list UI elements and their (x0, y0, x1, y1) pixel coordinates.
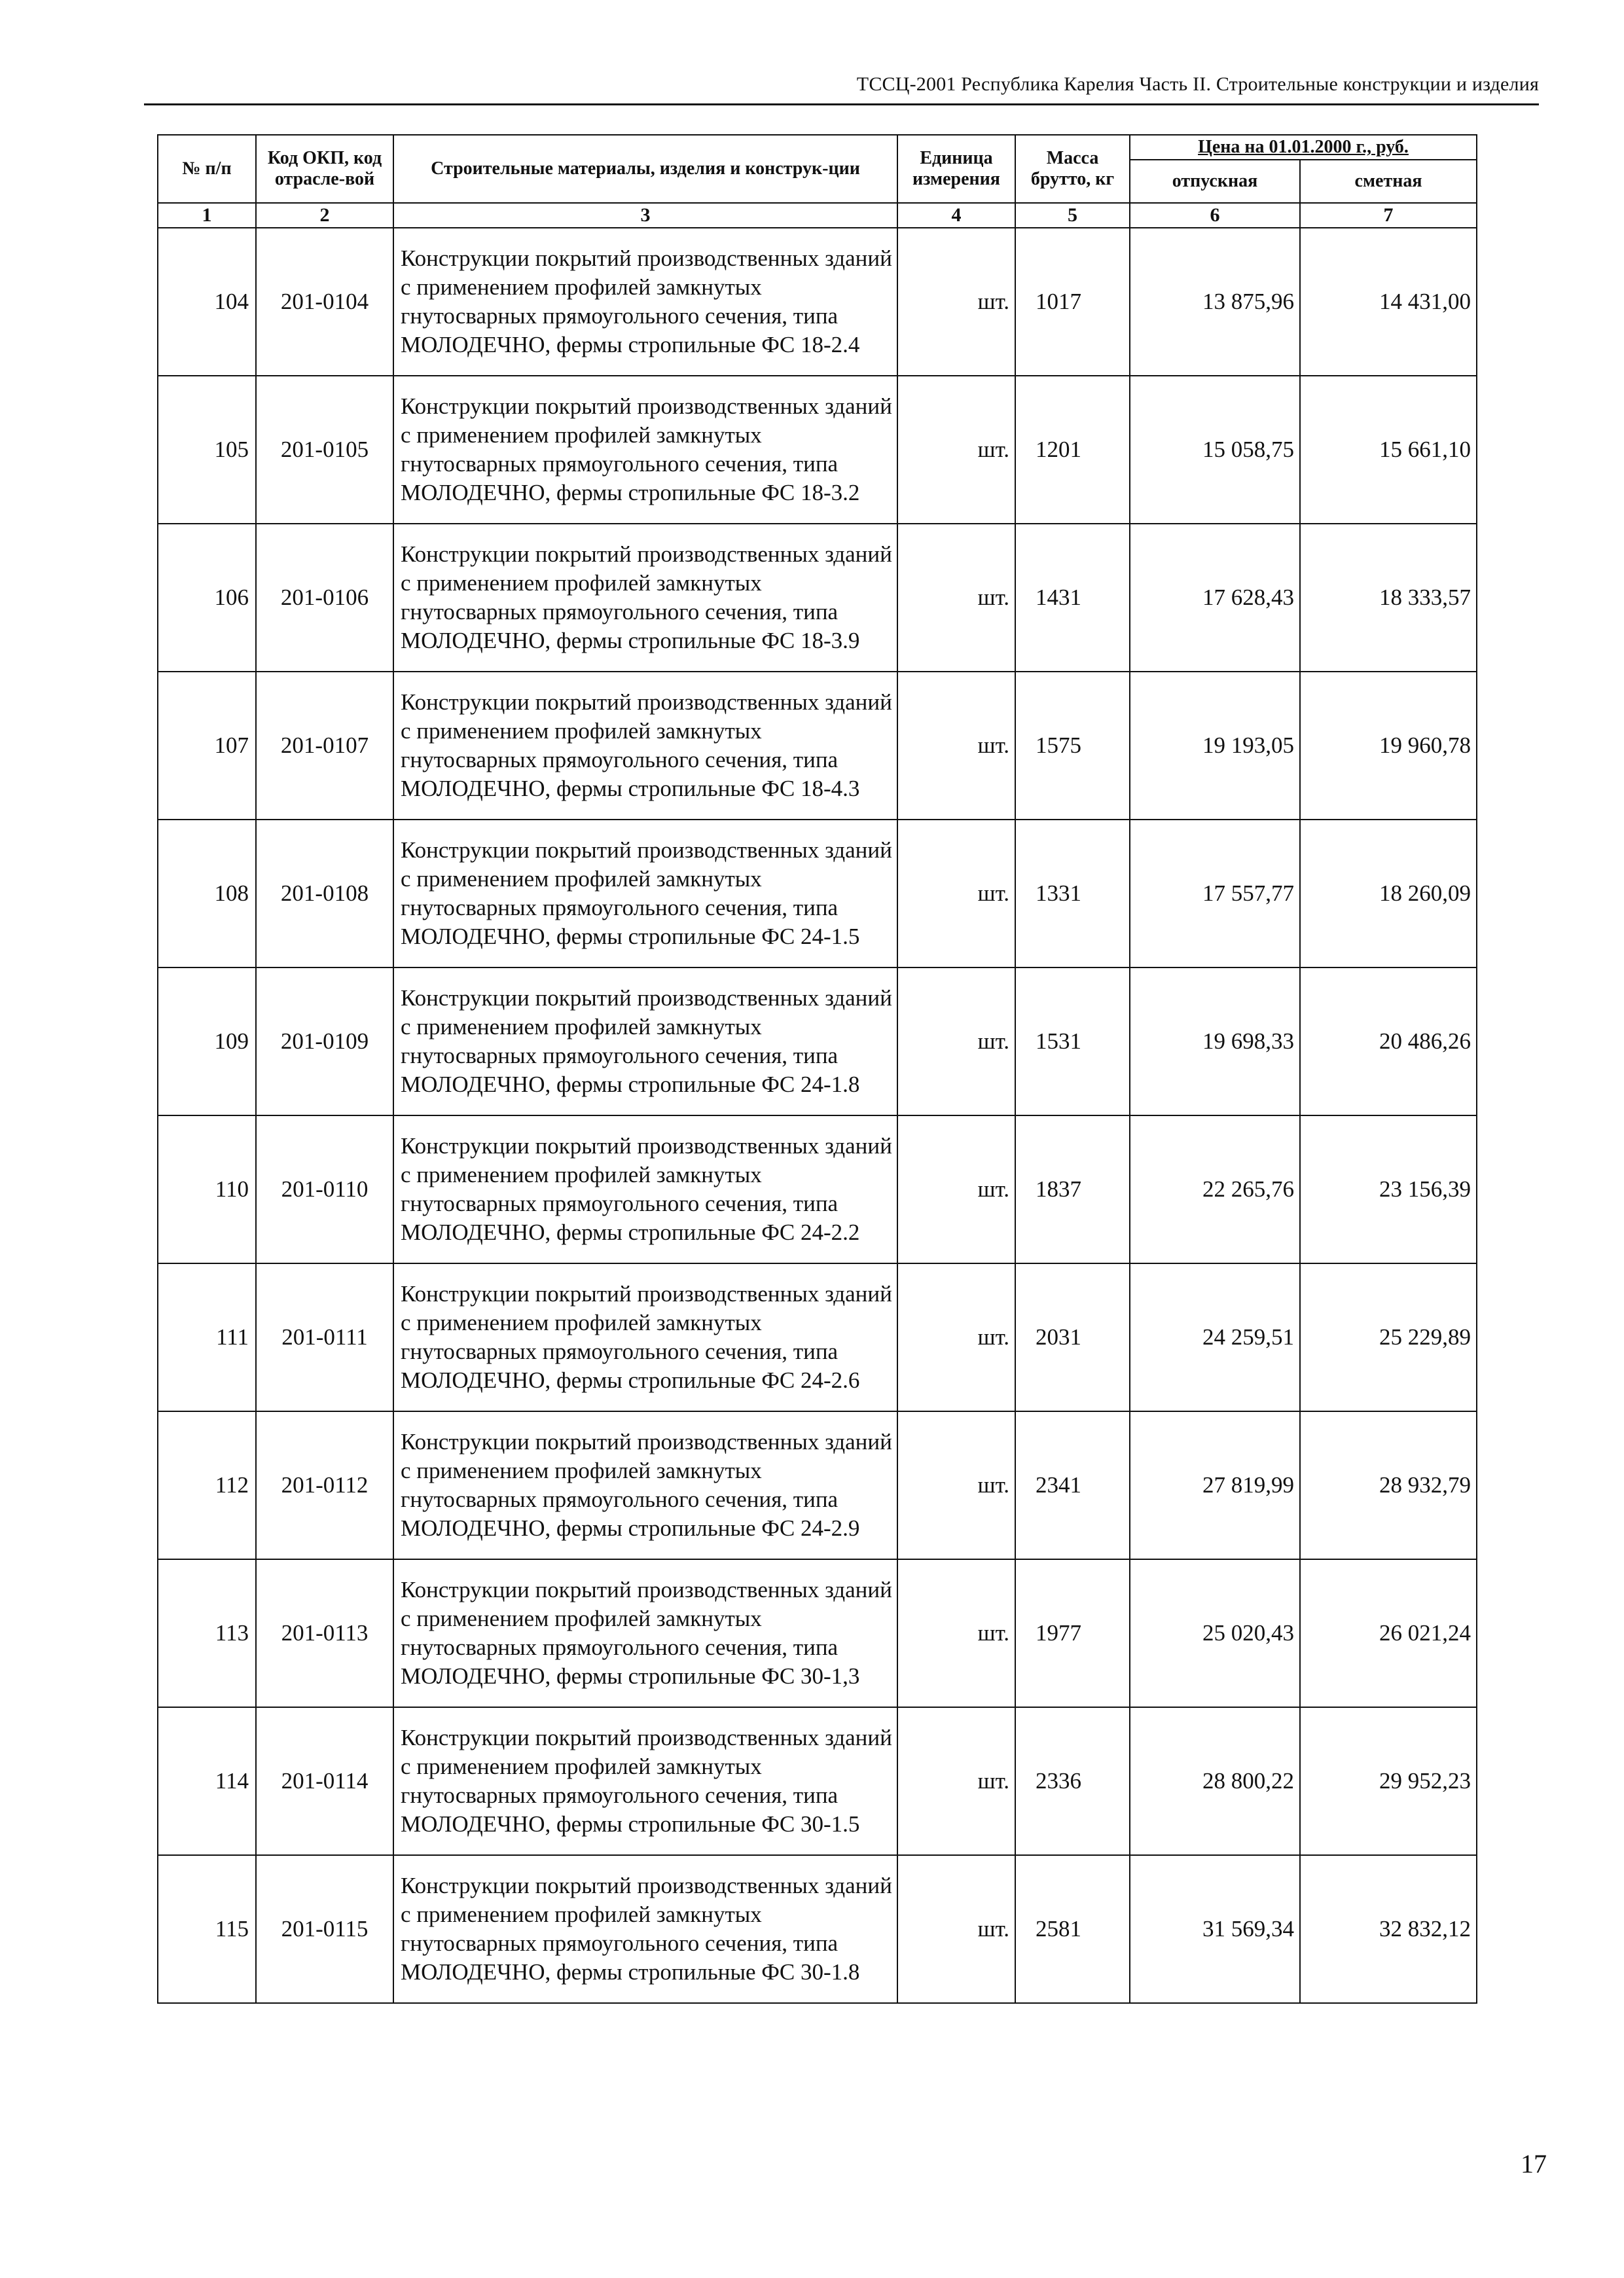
unit-of-measure-cell: шт. (897, 376, 1015, 524)
table-row (158, 376, 1477, 524)
unit-of-measure-cell: шт. (897, 820, 1015, 967)
header-row (158, 135, 1477, 160)
table-row (158, 1411, 1477, 1559)
row-number-cell: 115 (158, 1855, 256, 2003)
item-description-cell: Конструкции покрытий производственных зданий с применением профилей замкнутых гнутосварных прямоугольного сечения, типа МОЛОДЕЧНО, фермы стропильные ФС 24-1.5 (393, 820, 897, 967)
unit-of-measure-cell: шт. (897, 524, 1015, 672)
estimate-price-cell: 15 661,10 (1300, 376, 1477, 524)
okp-code-cell: 201-0107 (256, 672, 393, 820)
release-price-cell: 27 819,99 (1130, 1411, 1300, 1559)
unit-of-measure-cell: шт. (897, 1707, 1015, 1855)
row-number-cell: 113 (158, 1559, 256, 1707)
column-header-name: Строительные материалы, изделия и конструк-ции (393, 135, 897, 203)
item-description-cell: Конструкции покрытий производственных зданий с применением профилей замкнутых гнутосварных прямоугольного сечения, типа МОЛОДЕЧНО, фермы стропильные ФС 30-1.5 (393, 1707, 897, 1855)
okp-code-cell: 201-0111 (256, 1263, 393, 1411)
gross-mass-cell: 1837 (1015, 1115, 1130, 1263)
unit-of-measure-cell: шт. (897, 1855, 1015, 2003)
gross-mass-cell: 1977 (1015, 1559, 1130, 1707)
release-price-cell: 22 265,76 (1130, 1115, 1300, 1263)
row-number-cell: 109 (158, 967, 256, 1115)
unit-of-measure-cell: шт. (897, 1411, 1015, 1559)
okp-code-cell: 201-0105 (256, 376, 393, 524)
item-description-cell: Конструкции покрытий производственных зданий с применением профилей замкнутых гнутосварных прямоугольного сечения, типа МОЛОДЕЧНО, фермы стропильные ФС 18-3.9 (393, 524, 897, 672)
estimate-price-cell: 32 832,12 (1300, 1855, 1477, 2003)
column-header-code: Код ОКП, код отрасле-вой (256, 135, 393, 203)
unit-of-measure-cell: шт. (897, 1559, 1015, 1707)
item-description-cell: Конструкции покрытий производственных зданий с применением профилей замкнутых гнутосварных прямоугольного сечения, типа МОЛОДЕЧНО, фермы стропильные ФС 18-2.4 (393, 228, 897, 376)
item-description-cell: Конструкции покрытий производственных зданий с применением профилей замкнутых гнутосварных прямоугольного сечения, типа МОЛОДЕЧНО, фермы стропильные ФС 24-2.9 (393, 1411, 897, 1559)
release-price-cell: 31 569,34 (1130, 1855, 1300, 2003)
okp-code-cell: 201-0108 (256, 820, 393, 967)
table-body (158, 228, 1477, 2003)
estimate-price-cell: 18 333,57 (1300, 524, 1477, 672)
estimate-price-cell: 18 260,09 (1300, 820, 1477, 967)
okp-code-cell: 201-0109 (256, 967, 393, 1115)
gross-mass-cell: 2581 (1015, 1855, 1130, 2003)
column-header-release-price: отпускная (1130, 160, 1300, 203)
running-header: ТССЦ-2001 Республика Карелия Часть II. Строительные конструкции и изделия (856, 73, 1539, 95)
row-number-cell: 110 (158, 1115, 256, 1263)
column-number: 5 (1015, 203, 1130, 228)
row-number-cell: 105 (158, 376, 256, 524)
okp-code-cell: 201-0110 (256, 1115, 393, 1263)
gross-mass-cell: 1431 (1015, 524, 1130, 672)
unit-of-measure-cell: шт. (897, 967, 1015, 1115)
column-header-unit: Единица измерения (897, 135, 1015, 203)
item-description-cell: Конструкции покрытий производственных зданий с применением профилей замкнутых гнутосварных прямоугольного сечения, типа МОЛОДЕЧНО, фермы стропильные ФС 30-1,3 (393, 1559, 897, 1707)
column-number: 4 (897, 203, 1015, 228)
gross-mass-cell: 1201 (1015, 376, 1130, 524)
row-number-cell: 111 (158, 1263, 256, 1411)
item-description-cell: Конструкции покрытий производственных зданий с применением профилей замкнутых гнутосварных прямоугольного сечения, типа МОЛОДЕЧНО, фермы стропильные ФС 24-2.6 (393, 1263, 897, 1411)
column-header-mass: Масса брутто, кг (1015, 135, 1130, 203)
okp-code-cell: 201-0112 (256, 1411, 393, 1559)
table-row (158, 1707, 1477, 1855)
table-row (158, 1855, 1477, 2003)
row-number-cell: 108 (158, 820, 256, 967)
column-header-num: № п/п (158, 135, 256, 203)
unit-of-measure-cell: шт. (897, 228, 1015, 376)
gross-mass-cell: 1331 (1015, 820, 1130, 967)
page-number: 17 (1521, 2149, 1547, 2179)
table-row (158, 820, 1477, 967)
item-description-cell: Конструкции покрытий производственных зданий с применением профилей замкнутых гнутосварных прямоугольного сечения, типа МОЛОДЕЧНО, фермы стропильные ФС 30-1.8 (393, 1855, 897, 2003)
unit-of-measure-cell: шт. (897, 1115, 1015, 1263)
release-price-cell: 17 557,77 (1130, 820, 1300, 967)
estimate-price-cell: 19 960,78 (1300, 672, 1477, 820)
table-row (158, 672, 1477, 820)
gross-mass-cell: 2341 (1015, 1411, 1130, 1559)
estimate-price-cell: 26 021,24 (1300, 1559, 1477, 1707)
row-number-cell: 112 (158, 1411, 256, 1559)
column-header-estimate-price: сметная (1300, 160, 1477, 203)
okp-code-cell: 201-0104 (256, 228, 393, 376)
release-price-cell: 17 628,43 (1130, 524, 1300, 672)
column-number: 2 (256, 203, 393, 228)
item-description-cell: Конструкции покрытий производственных зданий с применением профилей замкнутых гнутосварных прямоугольного сечения, типа МОЛОДЕЧНО, фермы стропильные ФС 18-4.3 (393, 672, 897, 820)
okp-code-cell: 201-0114 (256, 1707, 393, 1855)
release-price-cell: 24 259,51 (1130, 1263, 1300, 1411)
row-number-cell: 114 (158, 1707, 256, 1855)
item-description-cell: Конструкции покрытий производственных зданий с применением профилей замкнутых гнутосварных прямоугольного сечения, типа МОЛОДЕЧНО, фермы стропильные ФС 18-3.2 (393, 376, 897, 524)
unit-of-measure-cell: шт. (897, 1263, 1015, 1411)
column-number-row (158, 203, 1477, 228)
table-row (158, 524, 1477, 672)
release-price-cell: 19 698,33 (1130, 967, 1300, 1115)
row-number-cell: 106 (158, 524, 256, 672)
row-number-cell: 107 (158, 672, 256, 820)
column-number: 7 (1300, 203, 1477, 228)
gross-mass-cell: 2031 (1015, 1263, 1130, 1411)
okp-code-cell: 201-0115 (256, 1855, 393, 2003)
table-row (158, 1263, 1477, 1411)
column-number: 1 (158, 203, 256, 228)
estimate-price-cell: 29 952,23 (1300, 1707, 1477, 1855)
table-row (158, 228, 1477, 376)
table-row (158, 1559, 1477, 1707)
release-price-cell: 25 020,43 (1130, 1559, 1300, 1707)
estimate-price-cell: 23 156,39 (1300, 1115, 1477, 1263)
gross-mass-cell: 1017 (1015, 228, 1130, 376)
unit-of-measure-cell: шт. (897, 672, 1015, 820)
item-description-cell: Конструкции покрытий производственных зданий с применением профилей замкнутых гнутосварных прямоугольного сечения, типа МОЛОДЕЧНО, фермы стропильные ФС 24-2.2 (393, 1115, 897, 1263)
release-price-cell: 13 875,96 (1130, 228, 1300, 376)
gross-mass-cell: 1575 (1015, 672, 1130, 820)
header-rule (144, 103, 1539, 105)
item-description-cell: Конструкции покрытий производственных зданий с применением профилей замкнутых гнутосварных прямоугольного сечения, типа МОЛОДЕЧНО, фермы стропильные ФС 24-1.8 (393, 967, 897, 1115)
gross-mass-cell: 1531 (1015, 967, 1130, 1115)
estimate-price-cell: 14 431,00 (1300, 228, 1477, 376)
release-price-cell: 19 193,05 (1130, 672, 1300, 820)
estimate-price-cell: 20 486,26 (1300, 967, 1477, 1115)
estimate-price-cell: 28 932,79 (1300, 1411, 1477, 1559)
column-number: 3 (393, 203, 897, 228)
okp-code-cell: 201-0113 (256, 1559, 393, 1707)
column-number: 6 (1130, 203, 1300, 228)
row-number-cell: 104 (158, 228, 256, 376)
gross-mass-cell: 2336 (1015, 1707, 1130, 1855)
table-row (158, 967, 1477, 1115)
price-table (157, 134, 1477, 2004)
estimate-price-cell: 25 229,89 (1300, 1263, 1477, 1411)
okp-code-cell: 201-0106 (256, 524, 393, 672)
column-header-price-group: Цена на 01.01.2000 г., руб. (1130, 135, 1477, 160)
release-price-cell: 15 058,75 (1130, 376, 1300, 524)
table-row (158, 1115, 1477, 1263)
release-price-cell: 28 800,22 (1130, 1707, 1300, 1855)
